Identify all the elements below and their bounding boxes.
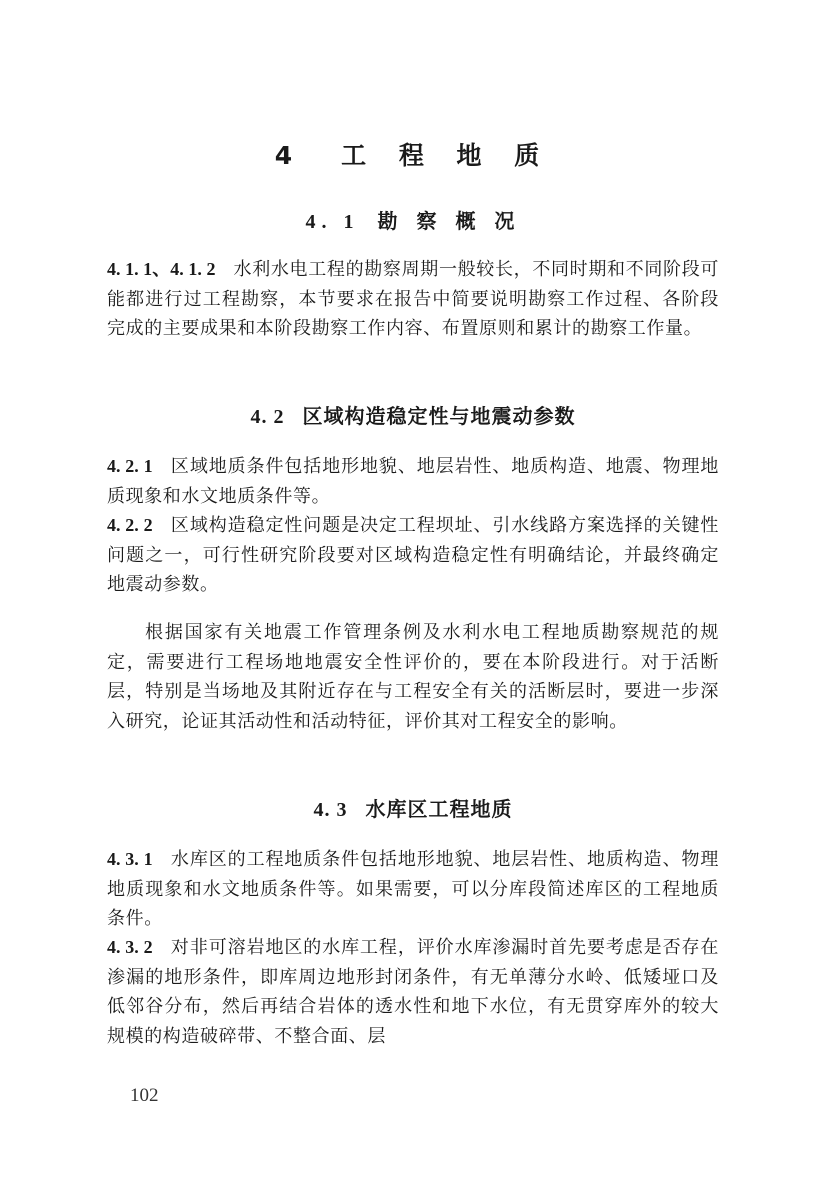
paragraph-text: 区域构造稳定性问题是决定工程坝址、引水线路方案选择的关键性问题之一，可行性研究阶段要对区域构造稳定性有明确结论，并最终确定地震动参数。 (107, 515, 719, 595)
clause-number: 4. 2. 1 (107, 456, 153, 476)
paragraph-text: 水库区的工程地质条件包括地形地貌、地层岩性、地质构造、物理地质现象和水文地质条件等。如果需要，可以分库段简述库区的工程地质条件。 (107, 849, 719, 929)
clause-number: 4. 2. 2 (107, 515, 153, 535)
clause-number: 4. 1. 1、4. 1. 2 (107, 259, 216, 279)
section-title-4-3 (107, 793, 719, 822)
paragraph-4-3-2 (107, 933, 719, 1051)
paragraph-4-2-2-continued: 根据国家有关地震工作管理条例及水利水电工程地质勘察规范的规定，需要进行工程场地地震安全性评价的，要在本阶段进行。对于活断层，特别是当场地及其附近存在与工程安全有关的活断层时，要进一步深入研究，论证其活动性和活动特征，评价其对工程安全的影响。 (107, 622, 719, 732)
paragraph-4-2-2 (107, 511, 719, 600)
paragraph-text: 区域地质条件包括地形地貌、地层岩性、地质构造、地震、物理地质现象和水文地质条件等。 (107, 456, 719, 507)
clause-number: 4. 3. 1 (107, 849, 153, 869)
section-title-4-2 (107, 400, 719, 429)
section-number: 4. 3 (313, 799, 348, 821)
paragraph-text: 水利水电工程的勘察周期一般较长，不同时期和不同阶段可能都进行过工程勘察，本节要求在报告中简要说明勘察工作过程、各阶段完成的主要成果和本阶段勘察工作内容、布置原则和累计的勘察工作量。 (107, 259, 719, 339)
paragraph-4-2-1 (107, 452, 719, 511)
section-heading: 勘 察 概 况 (377, 209, 521, 233)
section-number: 4. 2 (250, 406, 285, 428)
clause-number: 4. 3. 2 (107, 937, 153, 957)
section-number: 4. 1 (305, 211, 360, 233)
page-number: 102 (130, 1085, 159, 1106)
chapter-title: 4 工 程 地 质 (274, 141, 552, 170)
paragraph-4-1-1 (107, 255, 719, 344)
section-heading: 水库区工程地质 (365, 797, 513, 821)
paragraph-text: 对非可溶岩地区的水库工程，评价水库渗漏时首先要考虑是否存在渗漏的地形条件，即库周边地形封闭条件，有无单薄分水岭、低矮垭口及低邻谷分布，然后再结合岩体的透水性和地下水位，有无贯穿库外的较大规模的构造破碎带、不整合面、层 (107, 937, 719, 1047)
section-heading: 区域构造稳定性与地震动参数 (302, 404, 576, 428)
paragraph-4-3-1 (107, 845, 719, 934)
section-title-4-1 (107, 205, 719, 234)
